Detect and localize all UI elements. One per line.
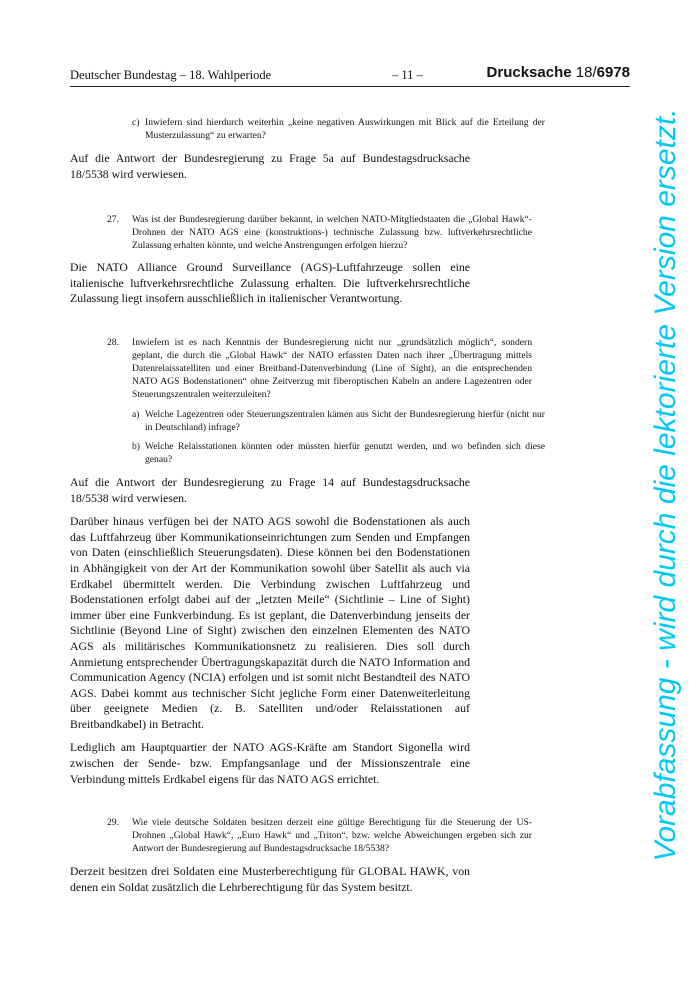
question-letter: a) — [132, 408, 140, 420]
question-28b — [70, 440, 545, 466]
question-text: Welche Relaisstationen könnten oder müssten hierfür genutzt werden, und wo befinden sich diese genau? — [145, 440, 545, 465]
question-letter: b) — [132, 440, 140, 452]
question-28a — [70, 408, 545, 434]
answer-26: Auf die Antwort der Bundesregierung zu Frage 5a auf Bundestagsdrucksache 18/5538 wird verwiesen. — [70, 151, 470, 181]
document-body — [70, 108, 630, 895]
page-number: – 11 – — [392, 68, 423, 82]
drucksache-num: 6978 — [596, 64, 630, 81]
question-text: Welche Lagezentren oder Steuerungszentralen kämen aus Sicht der Bundesregierung hierfür (nicht nur in Deutschland) infrage? — [145, 408, 545, 433]
question-28 — [70, 336, 532, 401]
question-text: Wie viele deutsche Soldaten besitzen derzeit eine gültige Berechtigung für die Steuerung der US-Drohnen „Global Hawk“, „Euro Hawk“ und „Triton“, bzw. welche Abweichungen ergeben sich zur Antwort der Bundesregierung auf Bundestagsdrucksache 18/5538? — [132, 817, 532, 855]
header-left: Deutscher Bundestag – 18. Wahlperiode — [70, 68, 272, 82]
page-header — [70, 64, 630, 84]
drucksache-num-prefix: 18/ — [575, 64, 597, 81]
answer-29: Derzeit besitzen drei Soldaten eine Musterberechtigung für GLOBAL HAWK, von denen ein Soldat zusätzlich die Lehrberechtigung für das System besitzt. — [70, 864, 470, 894]
drucksache-label: Drucksache — [486, 64, 572, 81]
header-rule — [70, 86, 630, 87]
question-number: 29. — [107, 817, 119, 829]
answer-27: Die NATO Alliance Ground Surveillance (AGS)-Luftfahrzeuge sollen eine italienische luftverkehrsrechtliche Zulassung erhalten. Die luftverkehrsrechtliche Zulassung liegt insofern ausschließlich in italienischer Verantwortung. — [70, 260, 470, 306]
answer-28-sigonella: Lediglich am Hauptquartier der NATO AGS-Kräfte am Standort Sigonella wird zwischen der Sende- bzw. Empfangsanlage und der Missionszentrale eine Verbindung mittels Erdkabel eigens für das NATO AGS errichtet. — [70, 740, 470, 786]
question-text: Inwiefern ist es nach Kenntnis der Bundesregierung nicht nur „grundsätzlich möglich“, sondern geplant, die durch die „Global Hawk“ der NATO erfassten Daten nach ihrer „Übertragung mittels Datenrelaissatelliten und einer Breitband-Datenverbindung (Line of Sight), an die entsprechenden NATO AGS Bodenstationen“ ohne Zeitverzug mit fiberoptischen Kabeln an andere Lagezentren oder Steuerungszentralen weiterzuleiten? — [132, 336, 532, 400]
question-number: 28. — [107, 336, 119, 348]
question-26c — [70, 116, 545, 142]
question-27 — [70, 213, 532, 252]
question-text: Was ist der Bundesregierung darüber bekannt, in welchen NATO-Mitgliedstaaten die „Global Hawk“-Drohnen der NATO AGS eine (konstruktions-) technische Zulassung bzw. luftverkehrsrechtliche Zulassung erhalten könnte, und welche Anstrengungen erfolgen hierzu? — [132, 214, 532, 252]
watermark — [644, 30, 688, 940]
question-text: Inwiefern sind hierdurch weiterhin „keine negativen Auswirkungen mit Blick auf die Erteilung der Musterzulassung“ zu erwarten? — [145, 117, 545, 141]
answer-28-details: Darüber hinaus verfügen bei der NATO AGS sowohl die Bodenstationen als auch das Luftfahrzeug über Kommunikationseinrichtungen zum Senden und Empfangen von Daten (einschließlich Steuerungsdaten). Diese können bei den Bodenstationen in Abhängigkeit von der Art der Kommunikation sowohl über Satellit als auch via Erdkabel übermittelt werden. Die Verbindung zwischen Luftfahrzeug und Bodenstationen erfolgt dabei auf der „letzten Meile“ (Sichtlinie – Line of Sight) immer über eine Funkverbindung. Es ist geplant, die Datenverbindung jenseits der Sichtlinie (Beyond Line of Sight) zwischen den einzelnen Elementen des NATO AGS als militärisches Kommunikationsnetz zu realisieren. Dies soll durch Anmietung entsprechender Übertragungskapazität durch die NATO Information and Communication Agency (NCIA) erfolgen und ist somit nicht Bestandteil des NATO AGS. Dabei kommt aus technischer Sicht jegliche Form einer Datenweiterleitung über geeignete Medien (z. B. Satelliten und/oder Relaisstationen auf Breitbandkabel) in Betracht. — [70, 514, 470, 731]
document-number — [487, 64, 630, 81]
question-letter: c) — [132, 117, 140, 128]
question-29 — [70, 816, 532, 855]
watermark-text: Vorabfassung - wird durch die lektorierte Version ersetzt. — [649, 108, 682, 862]
answer-28-ref: Auf die Antwort der Bundesregierung zu Frage 14 auf Bundestagsdrucksache 18/5538 wird verwiesen. — [70, 474, 470, 505]
question-number: 27. — [107, 214, 119, 226]
